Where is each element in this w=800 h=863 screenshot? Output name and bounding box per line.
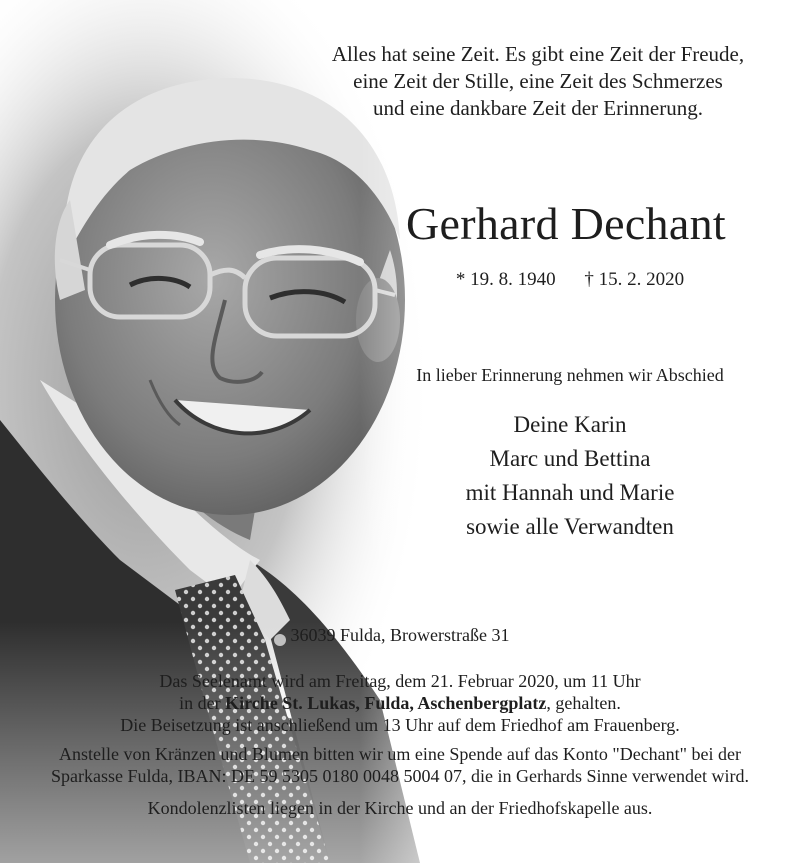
life-dates bbox=[400, 268, 740, 292]
mourner-line: sowie alle Verwandten bbox=[466, 514, 674, 539]
opening-quote bbox=[330, 41, 746, 122]
service-line: Das Seelenamt wird am Freitag, dem 21. Februar 2020, um 11 Uhr bbox=[159, 671, 641, 691]
birth-date: * 19. 8. 1940 bbox=[455, 269, 556, 290]
quote-line: Alles hat seine Zeit. Es gibt eine Zeit der Freude, bbox=[331, 42, 745, 66]
church-location: Kirche St. Lukas, Fulda, Aschenbergplatz bbox=[225, 693, 547, 713]
deceased-name: Gerhard Dechant bbox=[406, 198, 726, 249]
mourner-line: mit Hannah und Marie bbox=[465, 480, 675, 505]
quote-line: eine Zeit der Stille, eine Zeit des Schmerzes bbox=[353, 69, 723, 93]
mourner-line: Deine Karin bbox=[513, 412, 627, 437]
mourner-line: Marc und Bettina bbox=[489, 446, 651, 471]
donation-line: Sparkasse Fulda, IBAN: DE 59 5305 0180 0048 5004 07, die in Gerhards Sinne verwendet wird. bbox=[51, 766, 749, 786]
condolence-note: Kondolenzlisten liegen in der Kirche und an der Friedhofskapelle aus. bbox=[147, 798, 653, 818]
donation-info bbox=[30, 743, 770, 787]
death-date: † 15. 2. 2020 bbox=[584, 269, 685, 290]
service-info bbox=[60, 670, 740, 736]
farewell-line: In lieber Erinnerung nehmen wir Abschied bbox=[416, 365, 724, 385]
donation-line: Anstelle von Kränzen und Blumen bitten wir um eine Spende auf das Konto "Dechant" bei der bbox=[58, 744, 741, 764]
burial-line: Die Beisetzung ist anschließend um 13 Uhr auf dem Friedhof am Frauenberg. bbox=[120, 715, 680, 735]
family-address: 36039 Fulda, Browerstraße 31 bbox=[290, 625, 510, 645]
service-suffix: , gehalten. bbox=[546, 693, 621, 713]
service-line bbox=[60, 692, 740, 714]
service-prefix: in der bbox=[179, 693, 226, 713]
quote-line: und eine dankbare Zeit der Erinnerung. bbox=[372, 96, 704, 120]
mourners-list bbox=[400, 408, 740, 544]
